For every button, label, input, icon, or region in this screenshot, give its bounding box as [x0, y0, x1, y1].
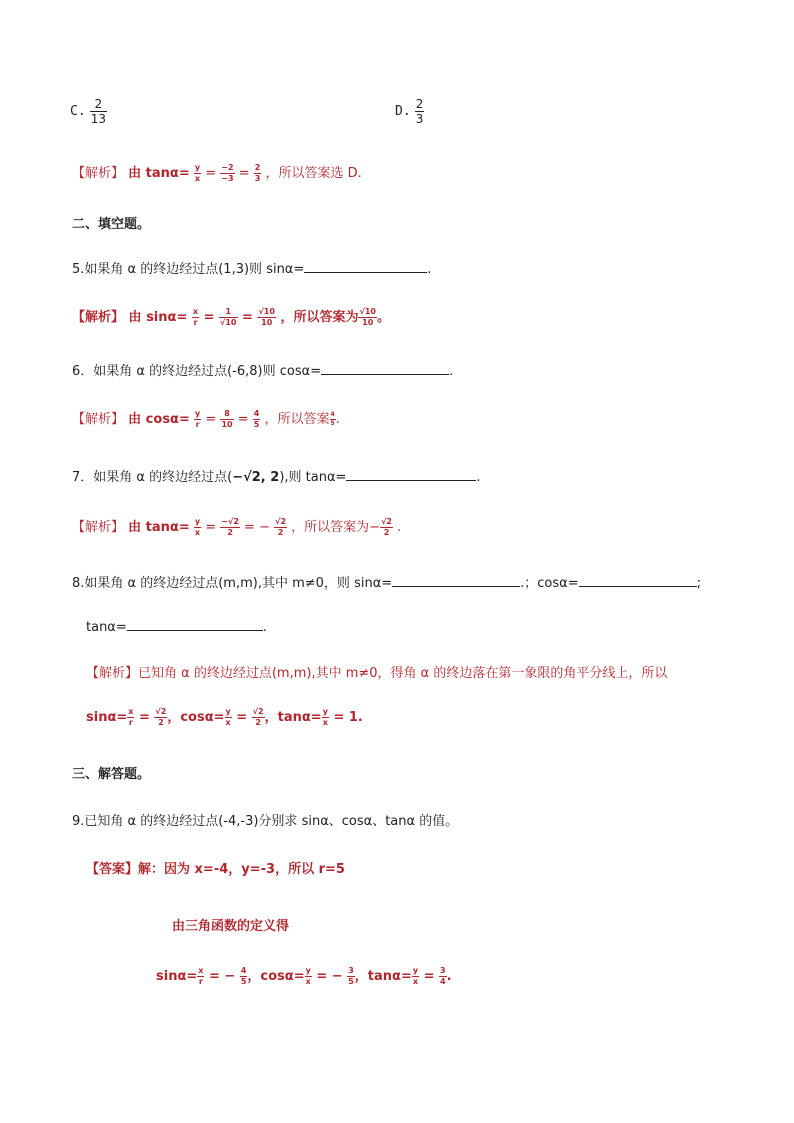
q7-analysis: 【解析】 由 tanα= $\frac{y}{x}$ = $\frac{-√2}{2}$ = − $\frac{√2}{2}$ ，所以答案为− $\frac{√2}{2}$ .	[72, 517, 402, 537]
question-6: 6．如果角 α 的终边经过点(-6,8)则 cosα= .	[72, 364, 454, 379]
answer-blank-tan[interactable]	[127, 618, 263, 631]
section-2-heading: 二、填空题。	[72, 217, 151, 232]
q9-answer: 【答案】解：因为 x=-4，y=-3，所以 r=5	[86, 862, 345, 877]
question-8-line2: tanα= .	[86, 620, 267, 635]
answer-blank[interactable]	[346, 468, 476, 481]
q9-answer-line2: 由三角函数的定义得	[172, 919, 290, 934]
option-d	[395, 98, 424, 125]
option-c	[70, 98, 107, 125]
option-d-label: D.	[395, 104, 411, 119]
option-d-fraction: $\frac{2}{3}$	[415, 97, 424, 126]
q8-analysis: 【解析】已知角 α 的终边经过点(m,m),其中 m≠0，得角 α 的终边落在第一象限的角平分线上，所以	[86, 666, 668, 681]
analysis-label: 【解析】	[72, 166, 125, 181]
option-c-label: C.	[70, 104, 86, 119]
q5-analysis: 【解析】 由 sinα= $\frac{x}{r}$ = $\frac{1}{√10}$ = $\frac{√10}{10}$ ，所以答案为 $\frac{√10}{10}$ 。	[72, 307, 390, 327]
option-c-fraction: $\frac{2}{13}$	[90, 97, 107, 126]
question-7: 7．如果角 α 的终边经过点(−√2, 2),则 tanα= .	[72, 470, 481, 485]
q4-analysis: 【解析】 由 tanα= $\frac{y}{x}$ = $\frac{-2}{-3}$ = $\frac{2}{3}$ ，所以答案选 D.	[72, 163, 362, 183]
question-5: 5.如果角 α 的终边经过点(1,3)则 sinα= .	[72, 262, 432, 277]
answer-blank-sin[interactable]	[392, 574, 520, 587]
q9-answer-formulas: sinα= $\frac{x}{r}$ = − $\frac{4}{5}$ ，cosα= $\frac{y}{x}$ = − $\frac{3}{5}$ ，tanα= $\frac{y}{x}$ = $\frac{3}{4}$ .	[156, 966, 452, 986]
answer-blank[interactable]	[321, 362, 449, 375]
answer-blank-cos[interactable]	[579, 574, 697, 587]
question-8: 8.如果角 α 的终边经过点(m,m),其中 m≠0，则 sinα= .；cosα= ;	[72, 576, 702, 591]
q6-analysis: 【解析】 由 cosα= $\frac{y}{r}$ = $\frac{8}{10}$ = $\frac{4}{5}$ ，所以答案 $\frac{4}{5}$ .	[72, 409, 340, 429]
answer-label: 【答案】	[86, 862, 139, 877]
answer-blank[interactable]	[304, 260, 427, 273]
q8-analysis-formulas: sinα= $\frac{x}{r}$ = $\frac{√2}{2}$ ，cosα= $\frac{y}{x}$ = $\frac{√2}{2}$ ，tanα= $\frac{y}{x}$ = 1.	[86, 707, 363, 727]
question-9: 9.已知角 α 的终边经过点(-4,-3)分别求 sinα、cosα、tanα 的值。	[72, 814, 459, 829]
section-3-heading: 三、解答题。	[72, 767, 151, 782]
